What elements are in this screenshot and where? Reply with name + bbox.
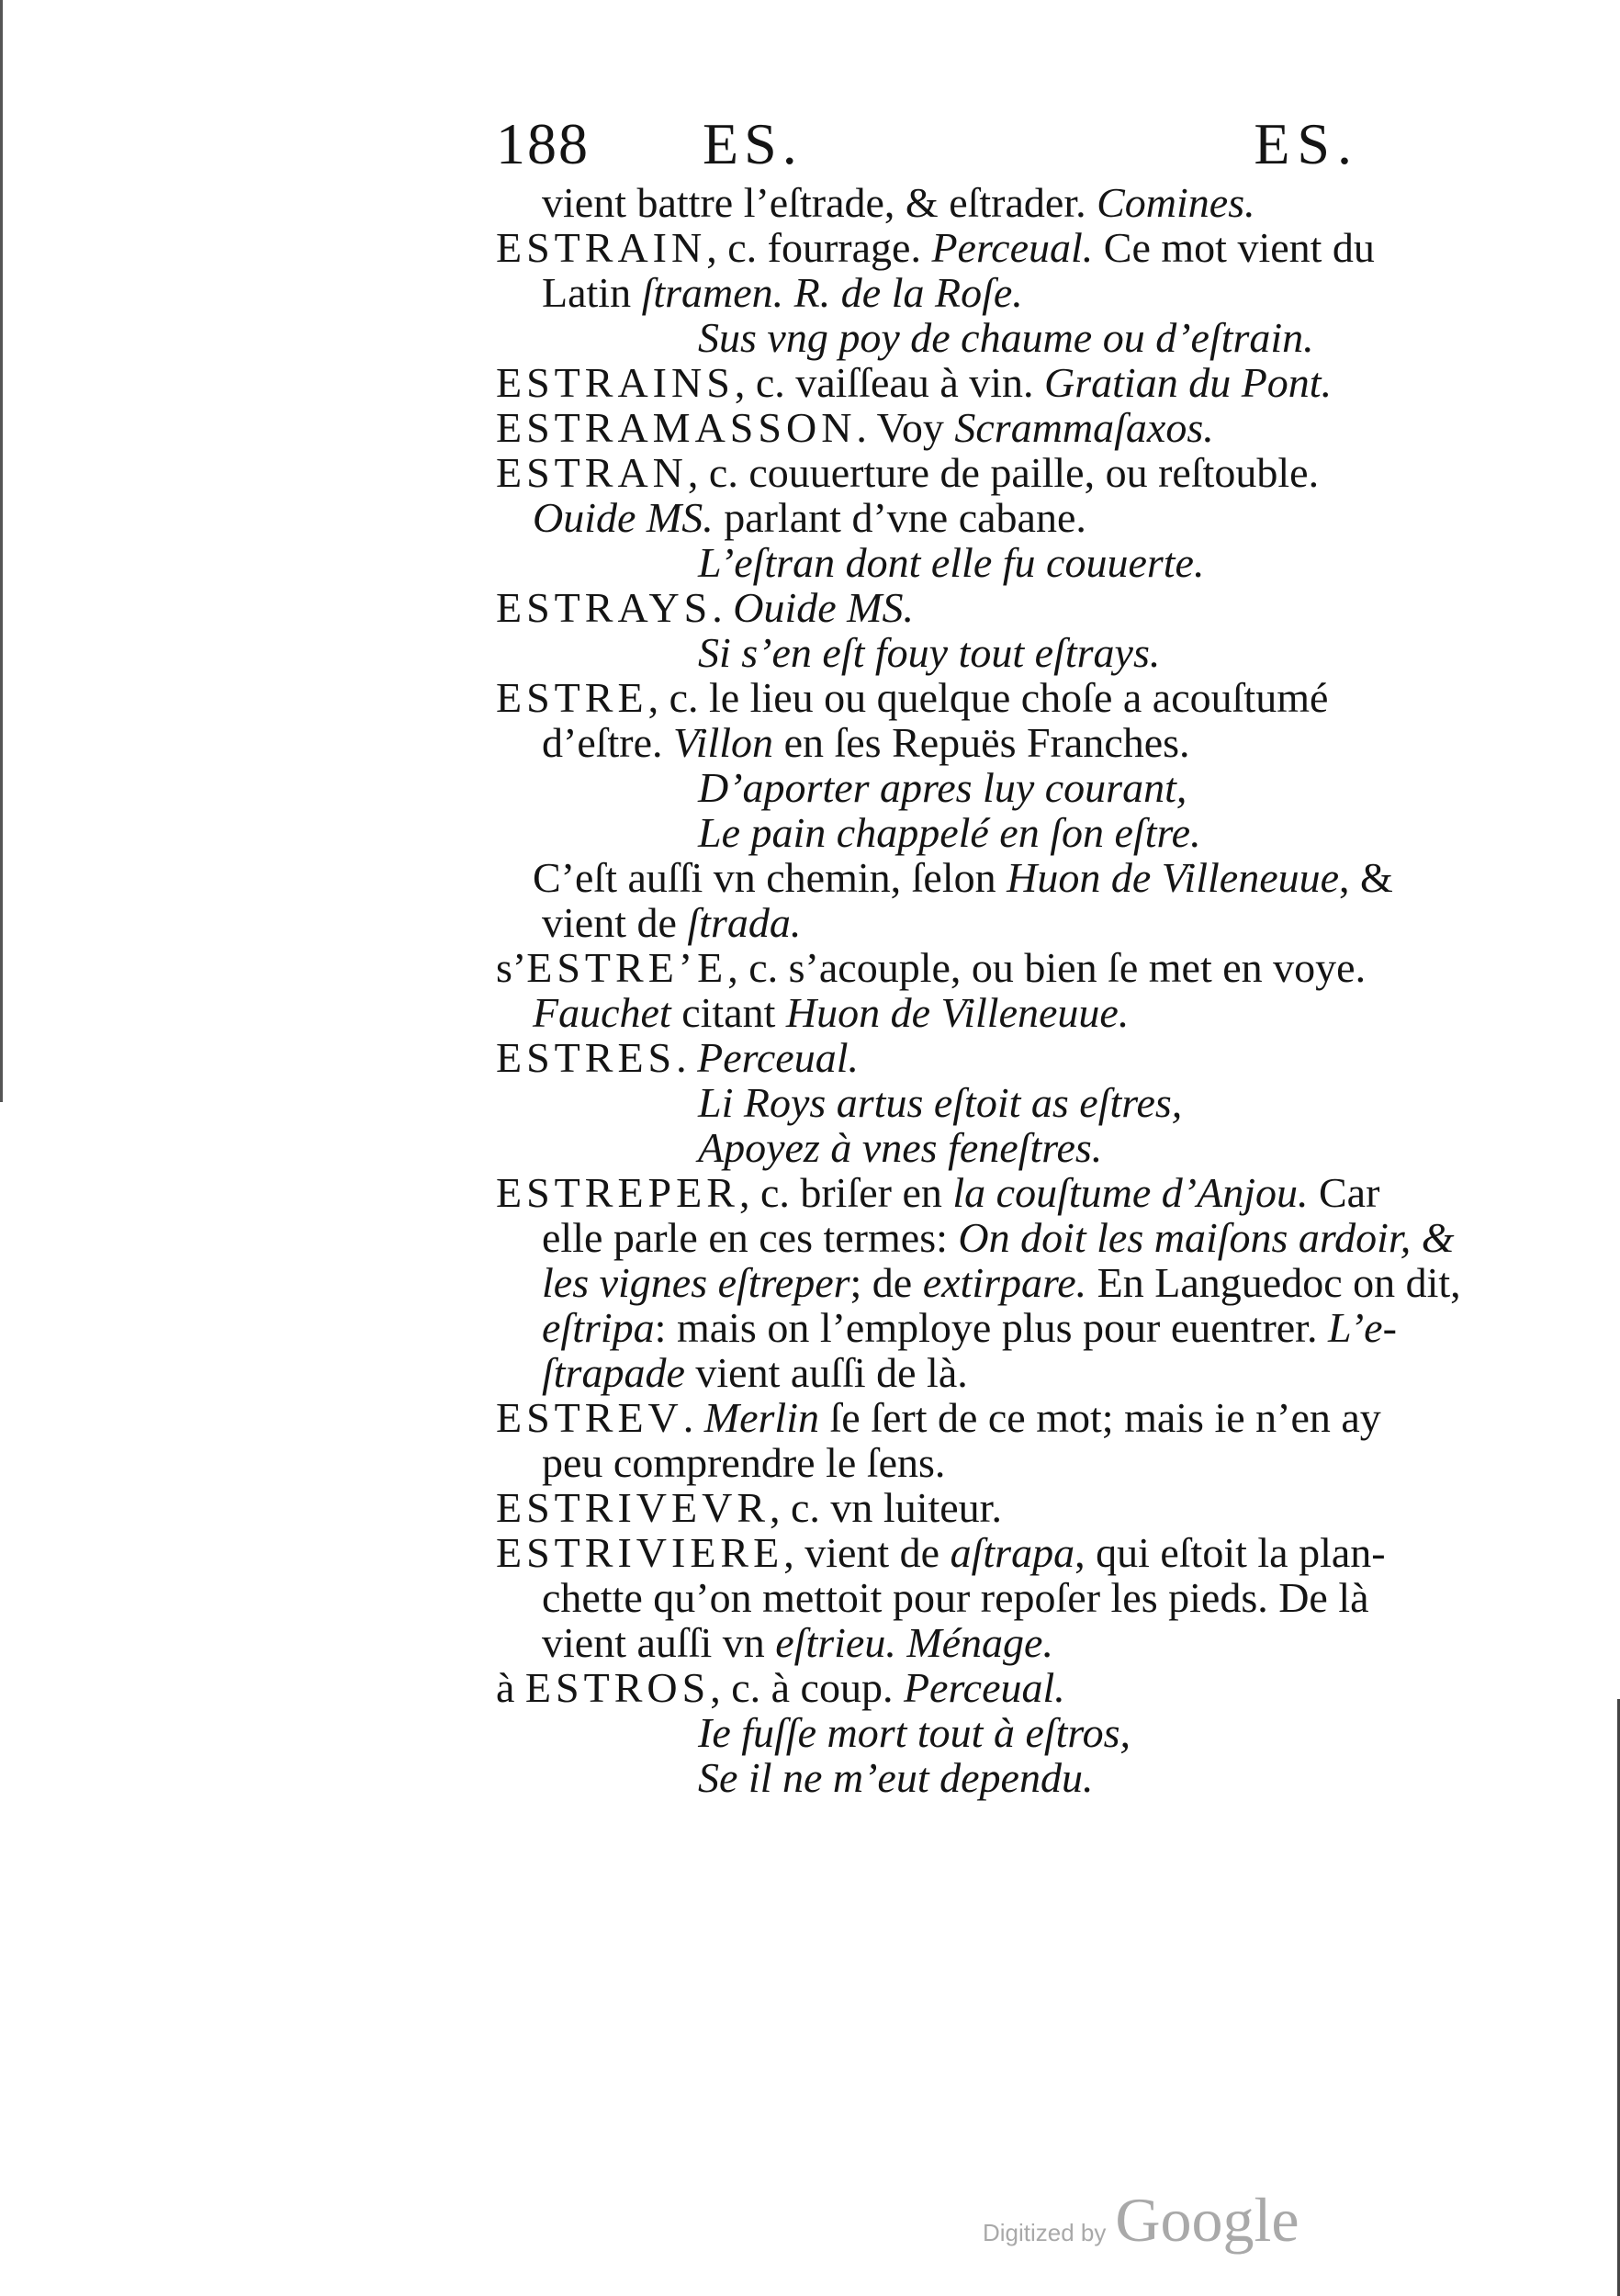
italic-text: Apoyez à vnes feneſtres. — [698, 1124, 1103, 1171]
italic-text: Sus vng poy de chaume ou d’eſtrain. — [698, 314, 1314, 361]
roman-text: , c. couuerture de paille, ou reſtouble. — [687, 449, 1320, 496]
scan-edge-left — [0, 0, 3, 1102]
italic-text: Fauchet — [533, 989, 671, 1036]
headword: ESTRAN — [496, 449, 688, 496]
roman-text: En Languedoc on dit, — [1086, 1259, 1461, 1306]
italic-text: D’aporter apres luy courant, — [698, 764, 1187, 811]
roman-text: , qui eſtoit la plan- — [1074, 1529, 1386, 1576]
running-header — [496, 110, 1359, 184]
text-line — [496, 270, 1524, 315]
roman-text: d’eſtre. — [542, 719, 674, 766]
roman-text: ; de — [849, 1259, 923, 1306]
roman-text: , c. le lieu ou quelque choſe a acouſtumé — [647, 674, 1329, 721]
italic-text: les vignes eſtreper — [542, 1259, 850, 1306]
text-line — [496, 1755, 1524, 1800]
text-line — [496, 900, 1524, 945]
text-line — [496, 225, 1524, 270]
roman-text: . — [682, 1394, 704, 1441]
roman-text: , c. vn luiteur. — [770, 1484, 1002, 1531]
text-line — [496, 765, 1524, 810]
headword: ESTRES — [496, 1034, 677, 1081]
italic-text: ſtrapade — [542, 1349, 685, 1396]
italic-text: Gratian du Pont. — [1044, 359, 1333, 406]
text-line — [496, 675, 1524, 720]
italic-text: Ouide MS. — [733, 584, 915, 631]
roman-text: Car — [1308, 1169, 1380, 1216]
roman-text: . Voy — [856, 404, 955, 451]
roman-text: , c. à coup. — [710, 1664, 904, 1711]
text-line — [496, 1080, 1524, 1125]
headword: ESTREPER — [496, 1169, 739, 1216]
text-line — [496, 315, 1524, 360]
roman-text: vient battre l’eſtrade, & eſtrader. — [542, 179, 1097, 226]
italic-text: L’eſtran dont elle fu couuerte. — [698, 539, 1205, 586]
text-line — [496, 1440, 1524, 1485]
roman-text: citant — [670, 989, 786, 1036]
google-watermark — [983, 2184, 1299, 2257]
roman-text: : mais on l’employe plus pour euentrer. — [654, 1304, 1328, 1351]
headword: ESTRAINS — [496, 359, 735, 406]
roman-text: ſe ſert de ce mot; mais ie n’en ay — [818, 1394, 1381, 1441]
roman-text: elle parle en ces termes: — [542, 1214, 959, 1261]
text-line — [496, 630, 1524, 675]
italic-text: eſtripa — [542, 1304, 655, 1351]
italic-text: L’e- — [1327, 1304, 1397, 1351]
text-line — [496, 1350, 1524, 1395]
headword: ESTREV — [496, 1394, 683, 1441]
italic-text: eſtrieu. Ménage. — [775, 1619, 1053, 1666]
roman-text: parlant d’vne cabane. — [713, 494, 1086, 541]
roman-text: peu comprendre le ſens. — [542, 1439, 946, 1486]
text-line — [496, 1665, 1524, 1710]
italic-text: Huon de Villeneuue — [1007, 854, 1340, 901]
headword: ESTRIVEVR — [496, 1484, 770, 1531]
roman-text: , & — [1339, 854, 1393, 901]
roman-text: chette qu’on mettoit pour repoſer les pieds. De là — [542, 1574, 1369, 1621]
roman-text: , c. briſer en — [738, 1169, 953, 1216]
text-line — [496, 1170, 1524, 1215]
text-line — [496, 1485, 1524, 1530]
roman-text: s’ — [496, 944, 527, 991]
headword: ESTRE — [496, 674, 648, 721]
text-line — [496, 180, 1524, 225]
italic-text: Le pain chappelé en ſon eſtre. — [698, 809, 1201, 856]
text-line — [496, 1395, 1524, 1440]
text-line — [496, 720, 1524, 765]
text-line — [496, 405, 1524, 450]
text-line — [496, 990, 1524, 1035]
italic-text: Comines. — [1097, 179, 1255, 226]
text-line — [496, 945, 1524, 990]
text-line — [496, 585, 1524, 630]
italic-text: Perceual. — [697, 1034, 859, 1081]
text-line — [496, 1575, 1524, 1620]
roman-text: , c. s’acouple, ou bien ſe met en voye. — [727, 944, 1367, 991]
italic-text: Scrammaſaxos. — [954, 404, 1214, 451]
roman-text: . — [712, 584, 734, 631]
text-line — [496, 1215, 1524, 1260]
italic-text: Li Roys artus eſtoit as eſtres, — [698, 1079, 1183, 1126]
headword: ESTRE’E — [526, 944, 728, 991]
headword: ESTRAIN — [496, 224, 707, 271]
google-logo: Google — [1115, 2185, 1299, 2255]
dictionary-entries — [496, 180, 1524, 1800]
roman-text: , c. fourrage. — [706, 224, 932, 271]
roman-text: à — [496, 1664, 525, 1711]
text-line — [496, 1035, 1524, 1080]
text-line — [496, 495, 1524, 540]
italic-text: ſtrada. — [687, 899, 802, 946]
roman-text: C’eſt auſſi vn chemin, ſelon — [533, 854, 1007, 901]
italic-text: Perceual. — [903, 1664, 1065, 1711]
watermark-prefix: Digitized by — [983, 2219, 1107, 2246]
roman-text: . — [676, 1034, 698, 1081]
italic-text: Se il ne m’eut dependu. — [698, 1754, 1094, 1801]
headword: ESTROS — [524, 1664, 711, 1711]
text-line — [496, 1710, 1524, 1755]
italic-text: Si s’en eſt fouy tout eſtrays. — [698, 629, 1161, 676]
text-line — [496, 360, 1524, 405]
text-line — [496, 810, 1524, 855]
italic-text: Ie fuſſe mort tout à eſtros, — [698, 1709, 1131, 1756]
running-head-right: ES. — [1254, 111, 1359, 176]
italic-text: Huon de Villeneuue. — [785, 989, 1130, 1036]
italic-text: Villon — [673, 719, 774, 766]
italic-text: Ouide MS. — [533, 494, 714, 541]
italic-text: Perceual. — [931, 224, 1094, 271]
text-line — [496, 1125, 1524, 1170]
text-line — [496, 1305, 1524, 1350]
italic-text: la couſtume d’Anjou. — [952, 1169, 1309, 1216]
text-line — [496, 1620, 1524, 1665]
italic-text: aſtrapa — [950, 1529, 1075, 1576]
roman-text: vient auſſi de là. — [684, 1349, 968, 1396]
headword: ESTRAMASSON — [496, 404, 857, 451]
italic-text: On doit les maiſons ardoir, & — [958, 1214, 1455, 1261]
italic-text: extirpare. — [922, 1259, 1087, 1306]
roman-text: , c. vaiſſeau à vin. — [734, 359, 1045, 406]
roman-text: , vient de — [783, 1529, 951, 1576]
headword: ESTRAYS — [496, 584, 713, 631]
text-line — [496, 450, 1524, 495]
roman-text: vient de — [542, 899, 688, 946]
italic-text: Merlin — [703, 1394, 819, 1441]
running-head-left: ES. — [703, 111, 803, 176]
text-line — [496, 1260, 1524, 1305]
roman-text: en ſes Repuës Franches. — [773, 719, 1190, 766]
headword: ESTRIVIERE — [496, 1529, 784, 1576]
page-number: 188 — [496, 111, 590, 176]
roman-text: vient auſſi vn — [542, 1619, 776, 1666]
roman-text: Ce mot vient du — [1093, 224, 1375, 271]
text-line — [496, 855, 1524, 900]
text-line — [496, 540, 1524, 585]
italic-text: ſtramen. R. de la Roſe. — [641, 269, 1023, 316]
roman-text: Latin — [542, 269, 642, 316]
text-line — [496, 1530, 1524, 1575]
